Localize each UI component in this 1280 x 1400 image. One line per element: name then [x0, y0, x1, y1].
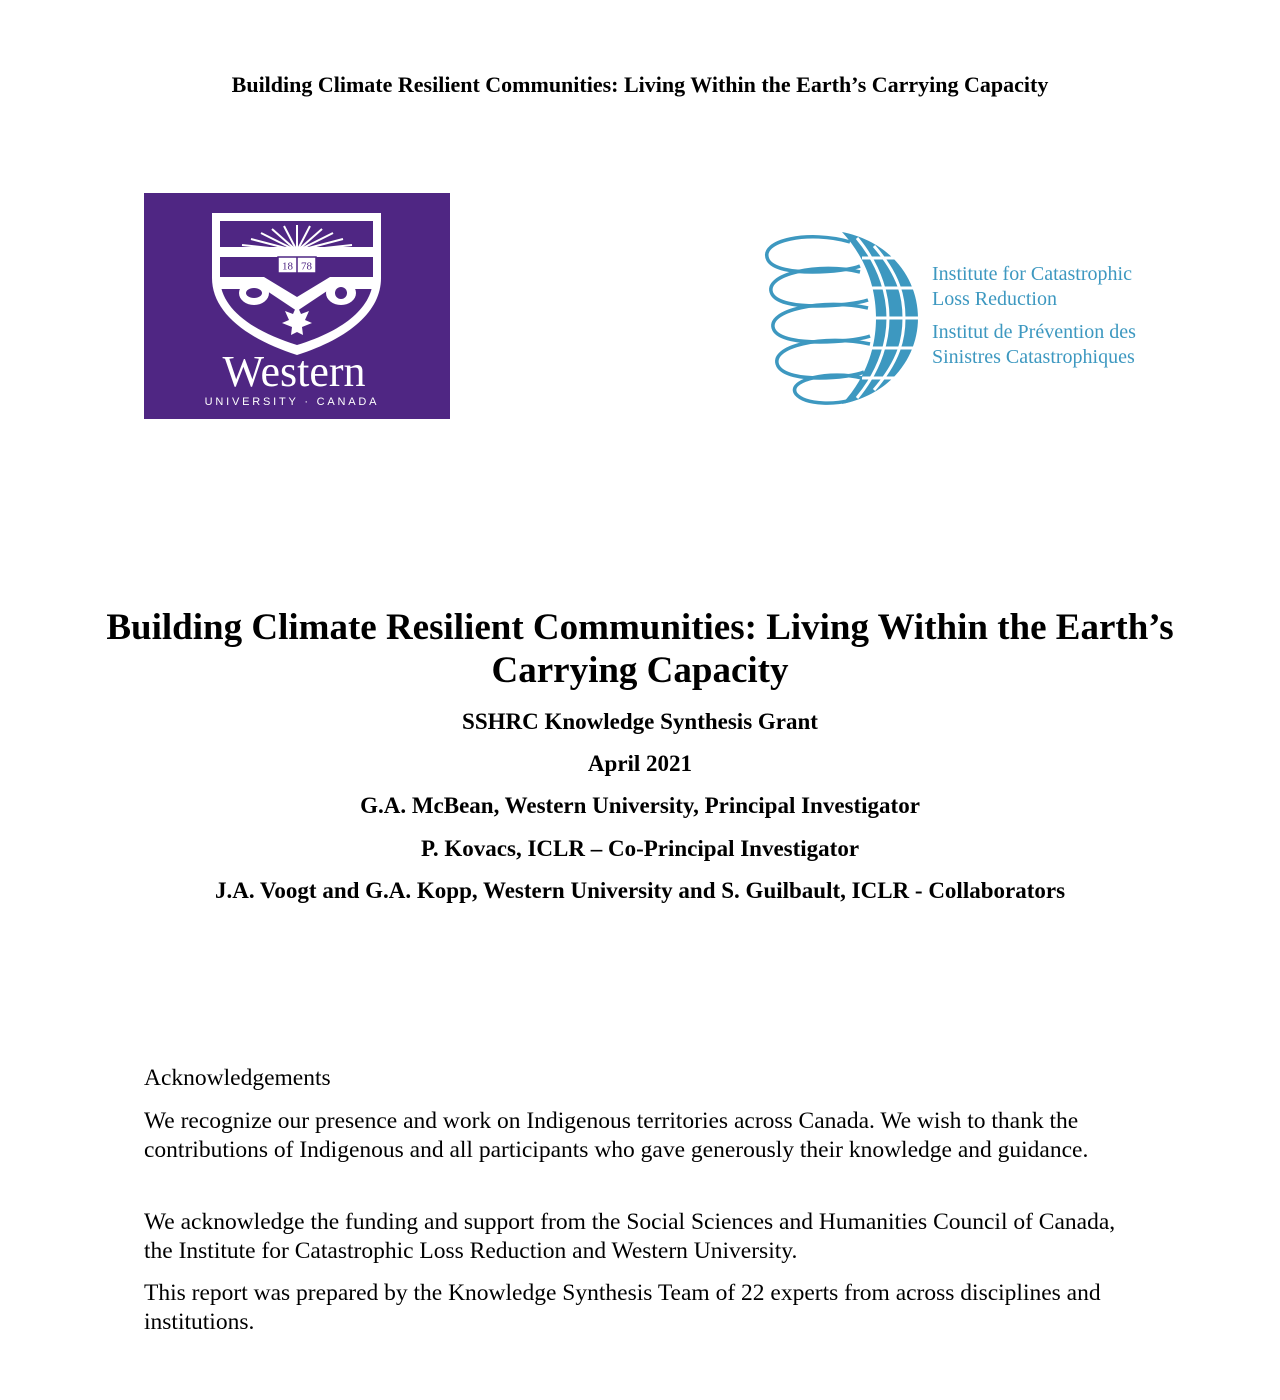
crest-year-right: 78 [301, 260, 312, 273]
iclr-line-fr-1: Institut de Prévention des [932, 321, 1136, 343]
iclr-line-en-2: Loss Reduction [932, 288, 1057, 310]
western-subtitle: UNIVERSITY · CANADA [204, 396, 380, 408]
report-title: Building Climate Resilient Communities: Living Within the Earth’s Carrying Capacity [106, 607, 1174, 691]
acknowledgements-paragraph: We acknowledge the funding and support from the Social Sciences and Humanities Council of Canada, the Institute for Catastrophic Loss Reduction and Western University. [144, 1209, 1116, 1264]
date-line: April 2021 [587, 751, 693, 776]
running-header: Building Climate Resilient Communities: Living Within the Earth’s Carrying Capacity [231, 72, 1049, 97]
crest-year-left: 18 [282, 260, 293, 273]
acknowledgements-paragraph: We recognize our presence and work on Indigenous territories across Canada. We wish to thank the contributions of Indigenous and all participants who gave generously their knowledge and guidance. [144, 1108, 1089, 1163]
acknowledgements-paragraph: This report was prepared by the Knowledge Synthesis Team of 22 experts from across disciplines and institutions. [144, 1280, 1101, 1335]
acknowledgements-heading: Acknowledgements [144, 1065, 331, 1091]
author-line-1: G.A. McBean, Western University, Principal Investigator [360, 793, 920, 818]
author-line-2: P. Kovacs, ICLR – Co-Principal Investigator [420, 836, 860, 861]
western-wordmark: Western [222, 347, 366, 396]
iclr-name-block [932, 262, 1136, 370]
western-crest-icon [144, 193, 450, 419]
author-line-3: J.A. Voogt and G.A. Kopp, Western University and S. Guilbault, ICLR - Collaborators [214, 878, 1066, 903]
iclr-line-fr-2: Sinistres Catastrophiques [932, 346, 1135, 368]
western-university-logo [144, 193, 450, 419]
iclr-logo [750, 228, 1150, 408]
iclr-line-en-1: Institute for Catastrophic [932, 263, 1132, 285]
iclr-globe-spiral-icon [750, 228, 925, 408]
grant-line: SSHRC Knowledge Synthesis Grant [462, 709, 818, 734]
